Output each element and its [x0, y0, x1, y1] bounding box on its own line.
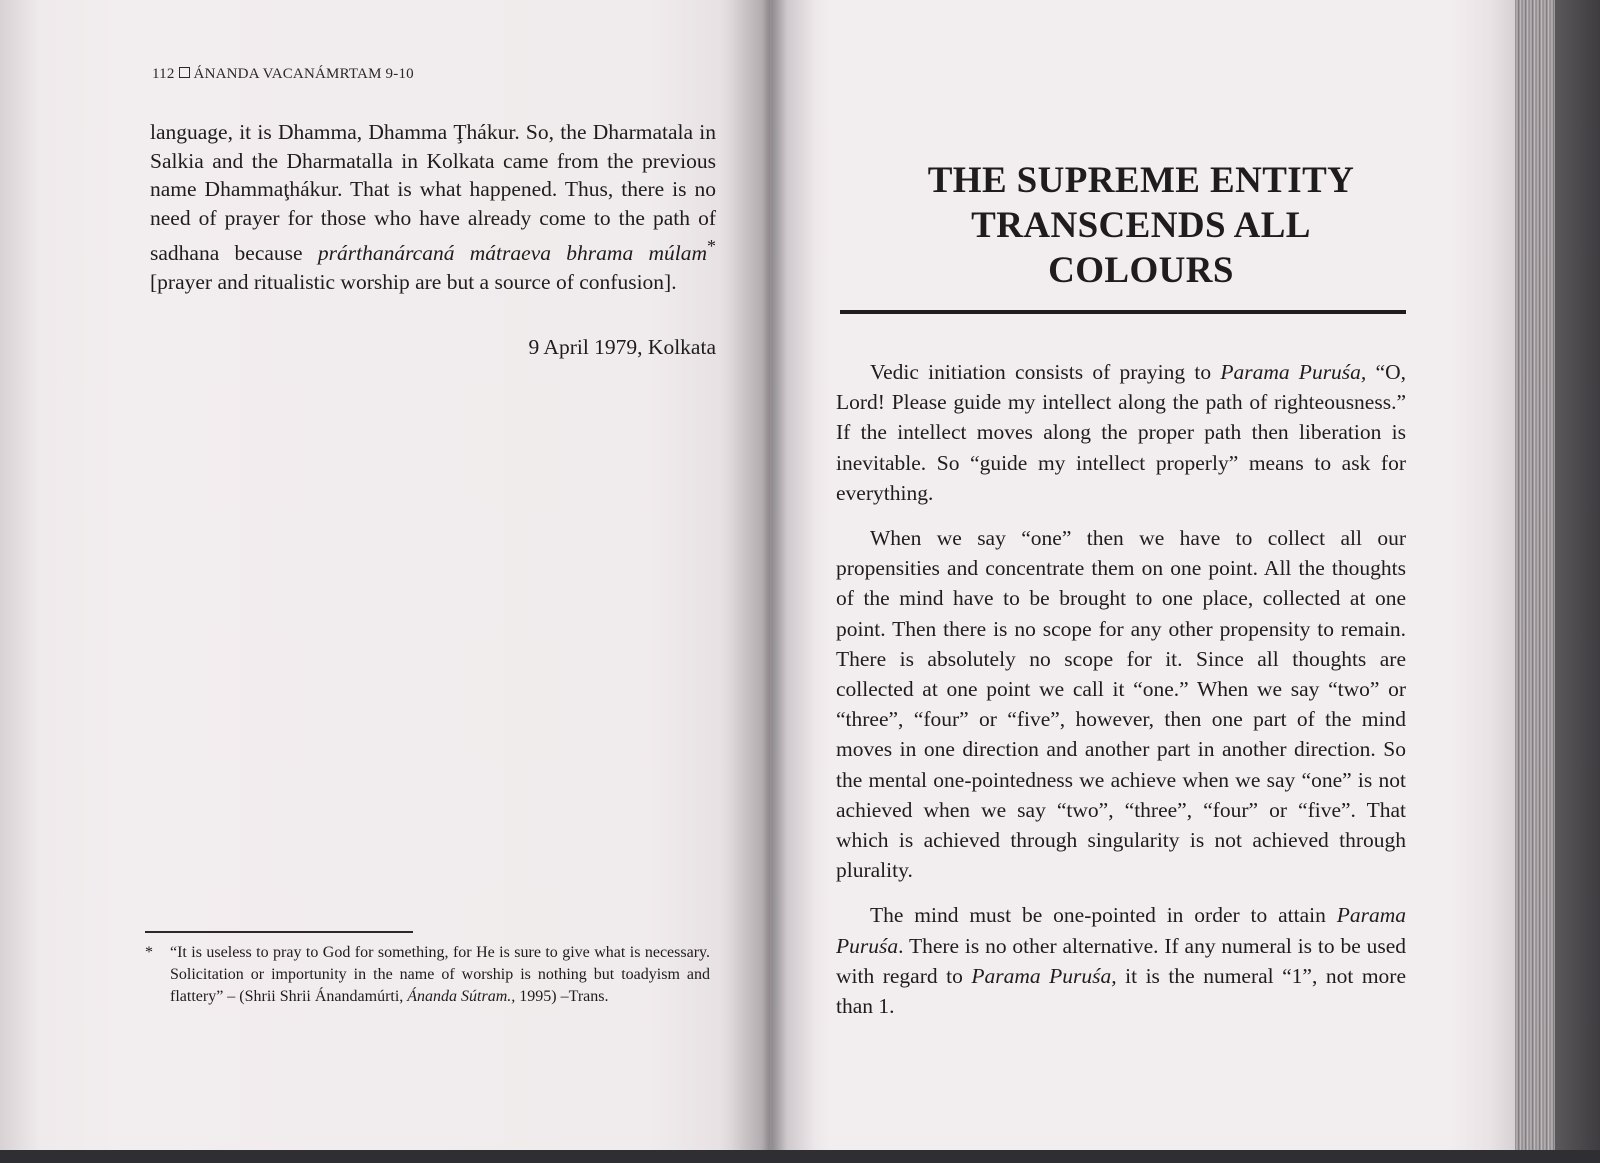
text-run: “It is useless to pray to God for something, for He is sure to give what is necessary. Solicitation or importunity in the name of worship is nothing but toadyism and flattery” – (Shrii Shrii Ánandamúrti, — [170, 944, 710, 1005]
running-head — [152, 66, 414, 83]
text-run: When we say “one” then we have to collect all our propensities and concentrate them on one point. All the thoughts of the mind have to be brought to one place, collected at one point. Then there is no scope for any other propensity to remain. There is absolutely no scope for it. Since all thoughts are collected at one point we call it “one.” When we say “two” or “three”, “four” or “five”, however, then one part of the mind moves in one direction and another part in another direction. So the mental one-pointedness we achieve when we say “one” is not achieved when we say “two”, “three”, “four” or “five”. That which is achieved through singularity is not achieved through plurality. — [836, 526, 1406, 883]
text-run: . There is no other alternative. If any numeral is to be used with regard to — [836, 933, 1406, 988]
footnote-reference[interactable]: * — [707, 236, 716, 257]
right-body-text — [836, 357, 1406, 1036]
text-run: “O, Lord! Please guide my intellect along the path of righteousness.” If the intellect moves along the proper path then liberation is inevitable. So “guide my intellect properly” means to ask for everything. — [836, 360, 1406, 505]
left-paragraph — [150, 118, 716, 297]
sanskrit-quote: prárthanárcaná mátraeva bhrama múlam — [317, 241, 708, 266]
text-run: [prayer and ritualistic worship are but a source of confusion]. — [150, 270, 677, 295]
gutter-shadow — [720, 0, 815, 1150]
footnote-divider — [145, 931, 413, 933]
chapter-title — [858, 158, 1424, 293]
left-page — [0, 0, 770, 1150]
scanner-background — [1555, 0, 1600, 1163]
book-title: ÁNANDA VACANÁMRTAM 9-10 — [193, 66, 414, 82]
italic-term: Parama Puruśa, — [971, 963, 1117, 988]
square-ornament-icon — [179, 67, 190, 78]
text-run: Vedic initiation consists of praying to — [870, 360, 1221, 384]
text-run: it is the numeral “1”, not more than 1. — [836, 963, 1406, 1019]
italic-term: Parama Puruśa — [836, 903, 1406, 958]
right-page — [770, 0, 1515, 1150]
citation-title: Ánanda Sútram., — [407, 988, 516, 1005]
text-run: The mind must be one-pointed in order to attain — [870, 903, 1337, 928]
footnote-marker: * — [145, 944, 153, 961]
chapter-title-line: THE SUPREME ENTITY — [927, 160, 1355, 201]
date-signoff: 9 April 1979, Kolkata — [528, 335, 716, 359]
paragraph — [836, 357, 1406, 508]
footnote — [145, 942, 710, 1008]
paragraph — [836, 523, 1406, 885]
footnote-body — [170, 942, 710, 1008]
text-run: language, it is Dhamma, Dhamma Ţhákur. So, the Dharmatala in Salkia and the Dharmatalla in Kolkata came from the previous name Dhammaţhákur. That is what happened. Thus, there is no need of prayer for those who have already come to the path of sadhana because — [150, 120, 716, 266]
page-number: 112 — [152, 66, 175, 82]
title-underline — [840, 310, 1406, 314]
italic-term: Parama Puruśa, — [1220, 360, 1367, 384]
page-edges — [1515, 0, 1600, 1163]
chapter-title-line: COLOURS — [1048, 250, 1234, 291]
paragraph-body — [150, 118, 716, 297]
chapter-title-line: TRANSCENDS ALL — [971, 205, 1311, 246]
text-run: 1995) –Trans. — [515, 988, 609, 1005]
scanner-border — [0, 1150, 1600, 1163]
paragraph — [836, 900, 1406, 1021]
